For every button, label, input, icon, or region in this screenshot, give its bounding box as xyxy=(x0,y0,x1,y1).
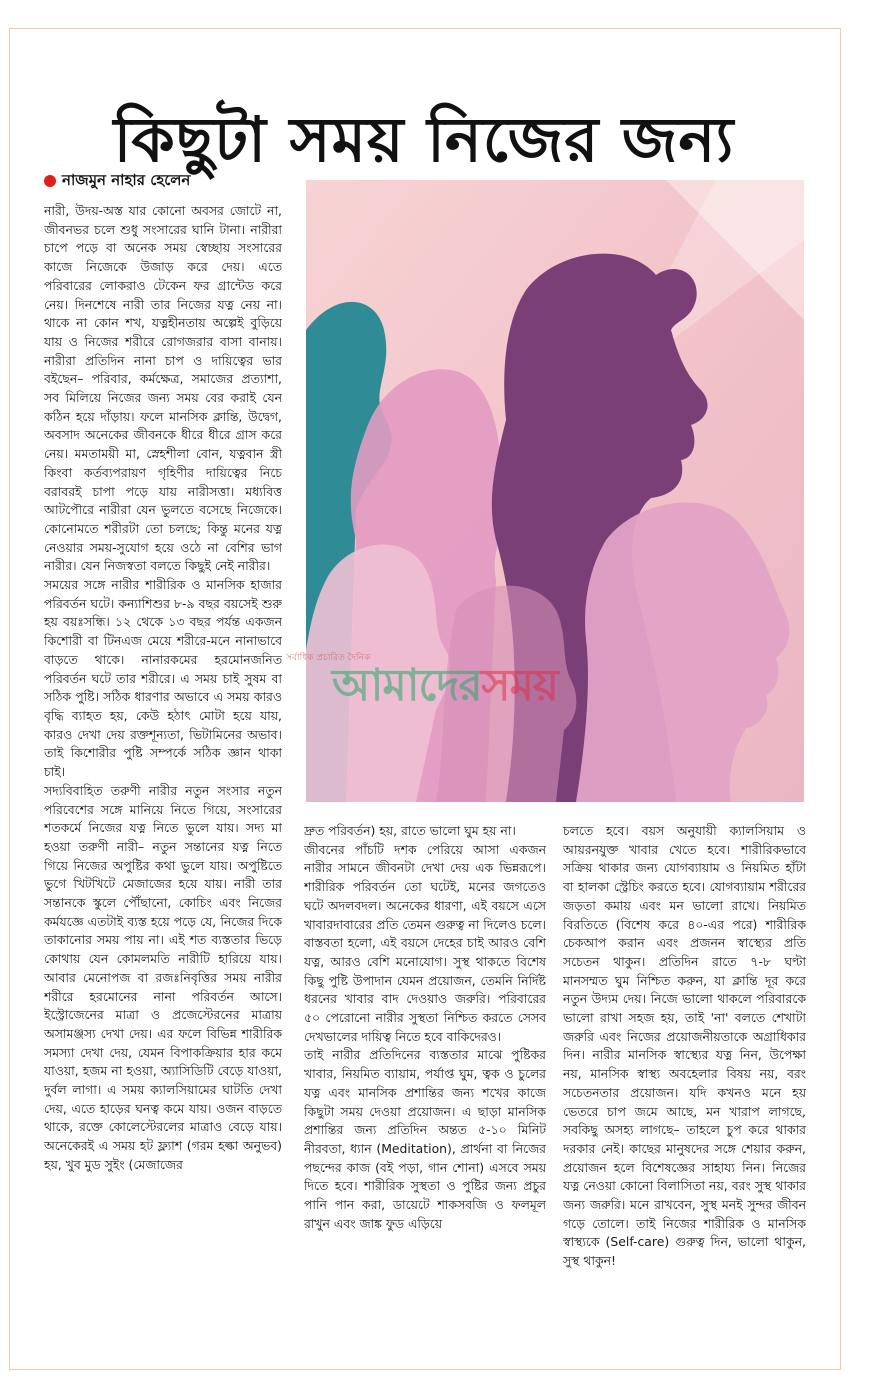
author-name: নাজমুন নাহার হেলেন xyxy=(62,170,191,189)
paragraph: জীবনের পাঁচটি দশক পেরিয়ে আসা একজন নারীর সামনে জীবনটা দেখা দেয় এক ভিন্নরূপে। শারীরিক পরিবর্তন তো ঘটেই, মনের জগতেও ঘটে অদলবদল। অনেকের ধারণা, এই বয়সে এসে খাবারদাবারের প্রতি তেমন গুরুত্ব না দিলেও চলে। বাস্তবতা হলো, এই বয়সে দেহের চাই আরও বেশি যত্ন, আরও বেশি মনোযোগ। সুস্থ থাকতে বিশেষ কিছু পুষ্টি উপাদান যেমন প্রয়োজন, তেমনি নির্দিষ্ট ধরনের খাবার বাদ দেওয়াও জরুরি। পরিবারের ৫০ পেরোনো নারীর সুস্থতা নিশ্চিত করতে সেসব দেখভালের দায়িত্ব নিতে হবে বাকিদেরও। xyxy=(304,841,546,1044)
paragraph: সময়ের সঙ্গে নারীর শারীরিক ও মানসিক হাজার পরিবর্তন ঘটে। কন্যাশিশুর ৮-৯ বছর বয়সেই শুরু হয় বয়ঃসন্ধি। ১২ থেকে ১৩ বছর পর্যন্ত একজন কিশোরী বা টিনএজ মেয়ে শরীরে-মনে নানাভাবে বাড়তে থাকে। নানারকমের হরমোনজনিত পরিবর্তন ঘটে তার শরীরে। এ সময় চাই সুষম বা সঠিক পুষ্টি। সঠিক ধারণার অভাবে এ সময় কারও বৃদ্ধি ব্যাহত হয়, কেউ হঠাৎ মোটা হয়ে যায়, কারও দেখা দেয় রক্তশূন্যতা, ভিটামিনের অভাব। তাই কিশোরীর পুষ্টি সম্পর্কে সঠিক জ্ঞান থাকা চাই। xyxy=(44,577,282,780)
red-dot-icon xyxy=(44,175,56,187)
paragraph: তাই নারীর প্রতিদিনের ব্যস্ততার মাঝে পুষ্টিকর খাবার, নিয়মিত ব্যায়াম, পর্যাপ্ত ঘুম, ত্বক ও চুলের যত্ন এবং মানসিক প্রশান্তির জন্য শখের কাজে কিছুটা সময় দেওয়া প্রয়োজন। এ ছাড়া মানসিক প্রশান্তির জন্য প্রতিদিন অন্তত ৫-১০ মিনিট নীরবতা, ধ্যান (Meditation), প্রার্থনা বা নিজের পছন্দের কাজ (বই পড়া, গান শোনা) এসবে সময় দিতে হবে। শারীরিক সুস্থতা ও পুষ্টির জন্য প্রচুর পানি পান করা, ডায়েটে শাকসবজি ও ফলমূল রাখুন এবং জাঙ্ক ফুড এড়িয়ে xyxy=(304,1047,546,1231)
paragraph: দ্রুত পরিবর্তন) হয়, রাতে ভালো ঘুম হয় না। xyxy=(304,823,516,838)
article-column-2 xyxy=(304,822,546,1370)
byline xyxy=(44,170,190,192)
paragraph: সদ্যবিবাহিত তরুণী নারীর নতুন সংসার নতুন পরিবেশের সঙ্গে মানিয়ে নিতে গিয়ে, সংসারের শতকর্মে নিজের যত্ন নিতে ভুলে যায়। সদ্য মা হওয়া তরুণী নারী– নতুন সন্তানের যত্ন নিতে গিয়ে নিজের অপুষ্টির কথা ভুলে যায়। অপুষ্টিতে ভুগে খিটখিটে মেজাজের হয়ে যায়। নারী তার সন্তানকে স্কুলে পৌঁছানো, কোচিং এবং নিজের কর্মযজ্ঞে এতটাই ব্যস্ত হয়ে পড়ে যে, নিজের দিকে তাকানোর সময় পায় না। এই শত ব্যস্ততার ভিড়ে কোথায় যেন কোমলমতি নারীটি হারিয়ে যায়। আবার মেনোপজ বা রজঃনিবৃত্তির সময় নারীর শরীরে হরমোনের নানা পরিবর্তন আসে। ইস্ট্রোজেনের মাত্রা ও প্রজেস্টেরনের মাত্রায় অসামঞ্জস্য দেখা দেয়। এর ফলে বিভিন্ন শারীরিক সমস্যা দেখা দেয়, যেমন বিপাকক্রিয়ার হার কমে যাওয়া, হজম না হওয়া, অ্যাসিডিটি বেড়ে যাওয়া, দুর্বল লাগা। এ সময় ক্যালসিয়ামের ঘাটতি দেখা দেয়, এতে হাড়ের ঘনত্ব কমে যায়। ওজন বাড়তে থাকে, রক্তে কোলেস্টেরলের মাত্রাও বেড়ে যায়। অনেকেরই এ সময় হট ফ্ল্যাশ (গরম হল্কা অনুভব) হয়, খুব মুড সুইং (মেজাজের xyxy=(44,782,282,1172)
article-column-3 xyxy=(563,822,806,1370)
illustration-women-silhouettes xyxy=(306,180,804,802)
watermark-logo-part2: সময় xyxy=(481,660,558,711)
page-title: কিছুটা সময় নিজের জন্য xyxy=(113,102,735,176)
paragraph: নারী, উদয়-অস্ত যার কোনো অবসর জোটে না, জীবনভর চলে শুধু সংসারের ঘানি টানা। নারীরা চাপে পড়ে বা অনেক সময় স্বেচ্ছায় সংসারের কাজে নিজেকে উজাড় করে দেয়। এতে পরিবারের লোকরাও টেকেন ফর গ্রান্টেড করে নেয়। দিনশেষে নারী তার নিজের যত্ন নেয় না। থাকে না কোন শখ, যত্নহীনতায় অল্পেই বুড়িয়ে যায় ও নিজের শরীরে রোগজরার বাসা বানায়। নারীরা প্রতিদিন নানা চাপ ও দায়িত্বের ভার বইছেন– পরিবার, কর্মক্ষেত্র, সমাজের প্রত্যাশা, সব মিলিয়ে নিজের জন্য সময় বের করাই যেন কঠিন হয়ে দাঁড়ায়। ফলে মানসিক ক্লান্তি, উদ্বেগ, অবসাদ অনেকের জীবনকে ধীরে ধীরে গ্রাস করে নেয়। মমতাময়ী মা, স্নেহশীলা বোন, যত্নবান স্ত্রী কিংবা কর্তব্যপরায়ণ গৃহিণীর দায়িত্বের নিচে বরাবরই চাপা পড়ে যায় নারীসত্তা। মধ্যবিত্ত আটপৌরে নারীরা যেন ভুলতে বসেছে নিজেকে। কোনোমতে শরীরটা তো চলছে; কিন্তু মনের যত্ন নেওয়ার সময়-সুযোগ হয়ে ওঠে না বেশির ভাগ নারীর। যেন নিজস্বতা বলতে কিছুই নেই নারীর। xyxy=(44,203,282,574)
paragraph: চলতে হবে। বয়স অনুযায়ী ক্যালসিয়াম ও আয়রনযুক্ত খাবার খেতে হবে। শারীরিকভাবে সক্রিয় থাকার জন্য যোগব্যায়াম ও নিয়মিত হাঁটা বা হালকা স্ট্রেচিং করতে হবে। যোগব্যায়াম শরীরের জড়তা কমায় এবং মন ভালো রাখে। নিয়মিত বিরতিতে (বিশেষ করে ৪০-এর পরে) শারীরিক চেকআপ করান এবং প্রজনন স্বাস্থ্যের প্রতি সচেতন থাকুন। প্রতিদিন রাতে ৭-৮ ঘণ্টা মানসম্মত ঘুম নিশ্চিত করুন, যা ক্লান্তি দূর করে নতুন উদ্যম দেয়। নিজে ভালো থাকলে পরিবারকে ভালো রাখা সহজ হয়, তাই 'না' বলতে শেখাটা জরুরি এবং নিজের প্রয়োজনীয়তাকে অগ্রাধিকার দিন। নারীর মানসিক স্বাস্থ্যের যত্ন নিন, উপেক্ষা নয়, মানসিক স্বাস্থ্য অবহেলার বিষয় নয়, বরং সচেতনতার প্রয়োজন। যদি কখনও মনে হয় ভেতরে চাপ জমে আছে, মন খারাপ লাগছে, সবকিছু অসহ্য লাগছে– তাহলে চুপ করে থাকার দরকার নেই। কাছের মানুষদের সঙ্গে শেয়ার করুন, প্রয়োজন হলে বিশেষজ্ঞের সাহায্য নিন। নিজের যত্ন নেওয়া কোনো বিলাসিতা নয়, বরং সুস্থ থাকার জন্য জরুরি। মনে রাখবেন, সুস্থ মনই সুন্দর জীবন গড়ে তোলে। তাই নিজের শারীরিক ও মানসিক স্বাস্থ্যকে (Self-care) গুরুত্ব দিন, ভালো থাকুন, সুস্থ থাকুন! xyxy=(563,823,806,1269)
article-column-1 xyxy=(44,202,282,1370)
watermark-logo-part1: আমাদের xyxy=(332,660,482,711)
watermark-tagline: সর্বাধিক প্রচারিত দৈনিক xyxy=(286,653,371,663)
silhouettes-illustration xyxy=(306,180,804,802)
